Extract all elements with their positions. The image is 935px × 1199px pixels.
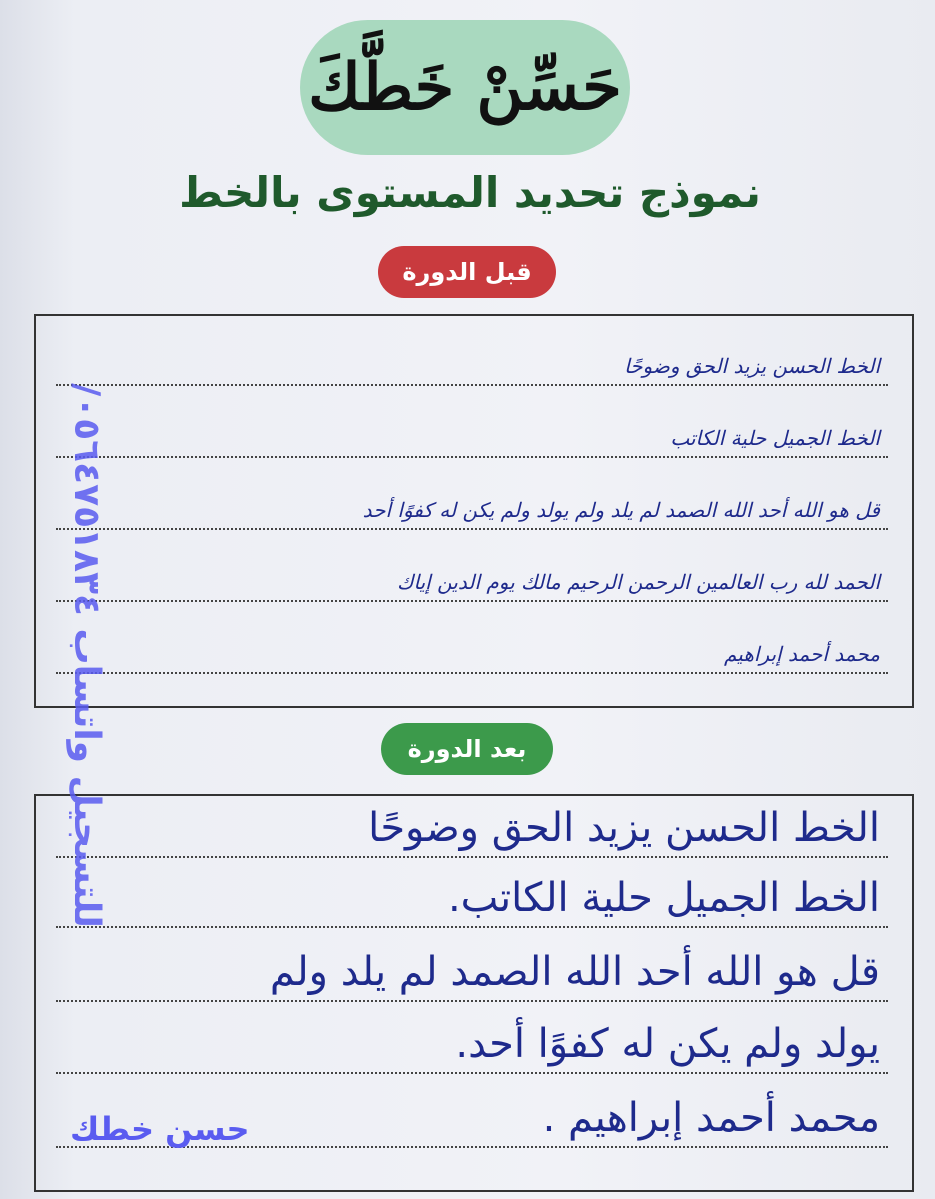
before-course-badge: قبل الدورة	[378, 246, 556, 298]
page-subtitle: نموذج تحديد المستوى بالخط	[179, 168, 761, 217]
handwritten-line: قل هو الله أحد الله الصمد لم يلد ولم	[269, 949, 880, 995]
watermark-text: حسن خطك	[70, 1110, 250, 1148]
handwritten-line: الخط الحسن يزيد الحق وضوحًا	[624, 354, 880, 378]
writing-line	[56, 942, 888, 1002]
before-writing-box	[34, 314, 914, 708]
whatsapp-contact: للتسجيل واتساب ٠٥٦٤٧٥١٨٣٤/	[65, 382, 107, 928]
page-title: حَسِّنْ خَطَّكَ	[308, 49, 622, 125]
handwritten-line: يولد ولم يكن له كفوًا أحد.	[455, 1021, 880, 1067]
writing-line	[56, 614, 888, 674]
handwritten-line: الخط الحسن يزيد الحق وضوحًا	[368, 805, 880, 851]
writing-line	[56, 868, 888, 928]
writing-line	[56, 798, 888, 858]
title-pill	[300, 20, 630, 155]
writing-line	[56, 470, 888, 530]
handwritten-line: محمد أحمد إبراهيم .	[542, 1095, 880, 1141]
writing-line	[56, 542, 888, 602]
handwritten-line: قل هو الله أحد الله الصمد لم يلد ولم يولد ولم يكن له كفوًا أحد	[362, 498, 880, 522]
writing-line	[56, 1014, 888, 1074]
writing-line	[56, 326, 888, 386]
handwritten-line: محمد أحمد إبراهيم	[724, 642, 880, 666]
after-course-badge: بعد الدورة	[381, 723, 553, 775]
handwritten-line: الخط الجميل حلية الكاتب	[670, 426, 880, 450]
handwritten-line: الحمد لله رب العالمين الرحمن الرحيم مالك يوم الدين إياك	[397, 570, 880, 594]
vertical-contact-text	[58, 360, 114, 950]
handwritten-line: الخط الجميل حلية الكاتب.	[447, 875, 880, 921]
writing-line	[56, 398, 888, 458]
